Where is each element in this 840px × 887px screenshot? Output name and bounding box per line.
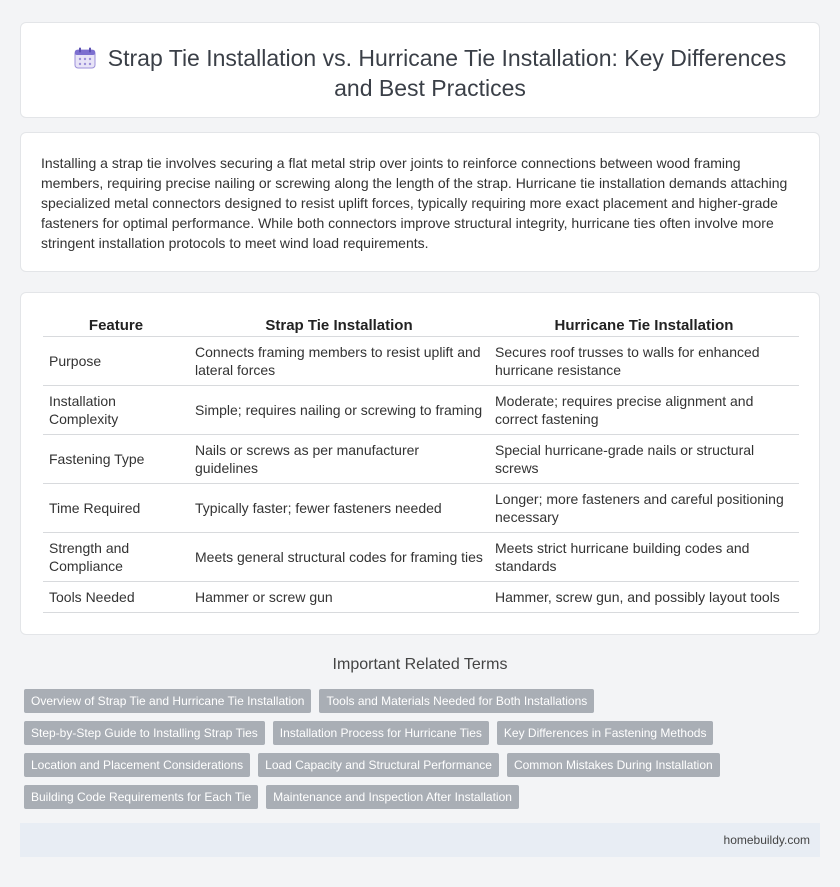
table-cell: Nails or screws as per manufacturer guidelines	[189, 435, 489, 484]
calendar-icon	[74, 47, 96, 69]
table-cell: Fastening Type	[43, 435, 189, 484]
table-header-row	[43, 315, 799, 337]
table-cell: Typically faster; fewer fasteners needed	[189, 484, 489, 533]
table-row	[43, 533, 799, 582]
page-title-wrapper	[61, 43, 799, 103]
table-cell: Longer; more fasteners and careful positioning necessary	[489, 484, 799, 533]
table-header-feature: Feature	[43, 315, 189, 337]
related-term-tag[interactable]: Step-by-Step Guide to Installing Strap Ties	[24, 721, 265, 745]
page-title: Strap Tie Installation vs. Hurricane Tie Installation: Key Differences and Best Practices	[107, 45, 787, 101]
table-cell: Hammer or screw gun	[189, 582, 489, 613]
table-cell: Meets general structural codes for framing ties	[189, 533, 489, 582]
tag-row	[24, 721, 824, 745]
table-header-strap-tie: Strap Tie Installation	[189, 315, 489, 337]
intro-paragraph: Installing a strap tie involves securing a flat metal strip over joints to reinforce connections between wood framing members, requiring precise nailing or screwing along the length of the strap. Hurricane tie installation demands attaching specialized metal connectors designed to resist uplift forces, typically requiring more exact placement and higher-grade fasteners for optimal performance. While both connectors improve structural integrity, hurricane ties often involve more stringent installation protocols to meet wind load requirements.	[41, 155, 788, 251]
table-row	[43, 582, 799, 613]
related-term-tag[interactable]: Tools and Materials Needed for Both Installations	[319, 689, 594, 713]
table-row	[43, 435, 799, 484]
table-cell: Installation Complexity	[43, 386, 189, 435]
intro-card	[20, 132, 820, 272]
comparison-card	[20, 292, 820, 635]
tag-row	[24, 785, 824, 809]
table-cell: Connects framing members to resist uplift and lateral forces	[189, 337, 489, 386]
related-term-tag[interactable]: Maintenance and Inspection After Installation	[266, 785, 519, 809]
tag-row	[24, 689, 824, 713]
table-row	[43, 337, 799, 386]
related-terms-list	[24, 689, 824, 817]
comparison-table	[43, 315, 799, 613]
table-cell: Purpose	[43, 337, 189, 386]
related-term-tag[interactable]: Load Capacity and Structural Performance	[258, 753, 499, 777]
footer-site-link[interactable]: homebuildy.com	[723, 833, 810, 847]
related-term-tag[interactable]: Key Differences in Fastening Methods	[497, 721, 714, 745]
title-card	[20, 22, 820, 118]
table-cell: Meets strict hurricane building codes and standards	[489, 533, 799, 582]
table-cell: Secures roof trusses to walls for enhanced hurricane resistance	[489, 337, 799, 386]
table-cell: Tools Needed	[43, 582, 189, 613]
table-row	[43, 386, 799, 435]
table-cell: Moderate; requires precise alignment and correct fastening	[489, 386, 799, 435]
tag-row	[24, 753, 824, 777]
table-cell: Simple; requires nailing or screwing to framing	[189, 386, 489, 435]
related-term-tag[interactable]: Building Code Requirements for Each Tie	[24, 785, 258, 809]
related-term-tag[interactable]: Location and Placement Considerations	[24, 753, 250, 777]
table-cell: Time Required	[43, 484, 189, 533]
table-cell: Special hurricane-grade nails or structural screws	[489, 435, 799, 484]
table-cell: Strength and Compliance	[43, 533, 189, 582]
table-cell: Hammer, screw gun, and possibly layout tools	[489, 582, 799, 613]
table-row	[43, 484, 799, 533]
related-term-tag[interactable]: Installation Process for Hurricane Ties	[273, 721, 489, 745]
related-term-tag[interactable]: Overview of Strap Tie and Hurricane Tie Installation	[24, 689, 311, 713]
related-terms-heading: Important Related Terms	[332, 656, 508, 673]
table-header-hurricane-tie: Hurricane Tie Installation	[489, 315, 799, 337]
related-term-tag[interactable]: Common Mistakes During Installation	[507, 753, 720, 777]
footer	[20, 823, 820, 857]
